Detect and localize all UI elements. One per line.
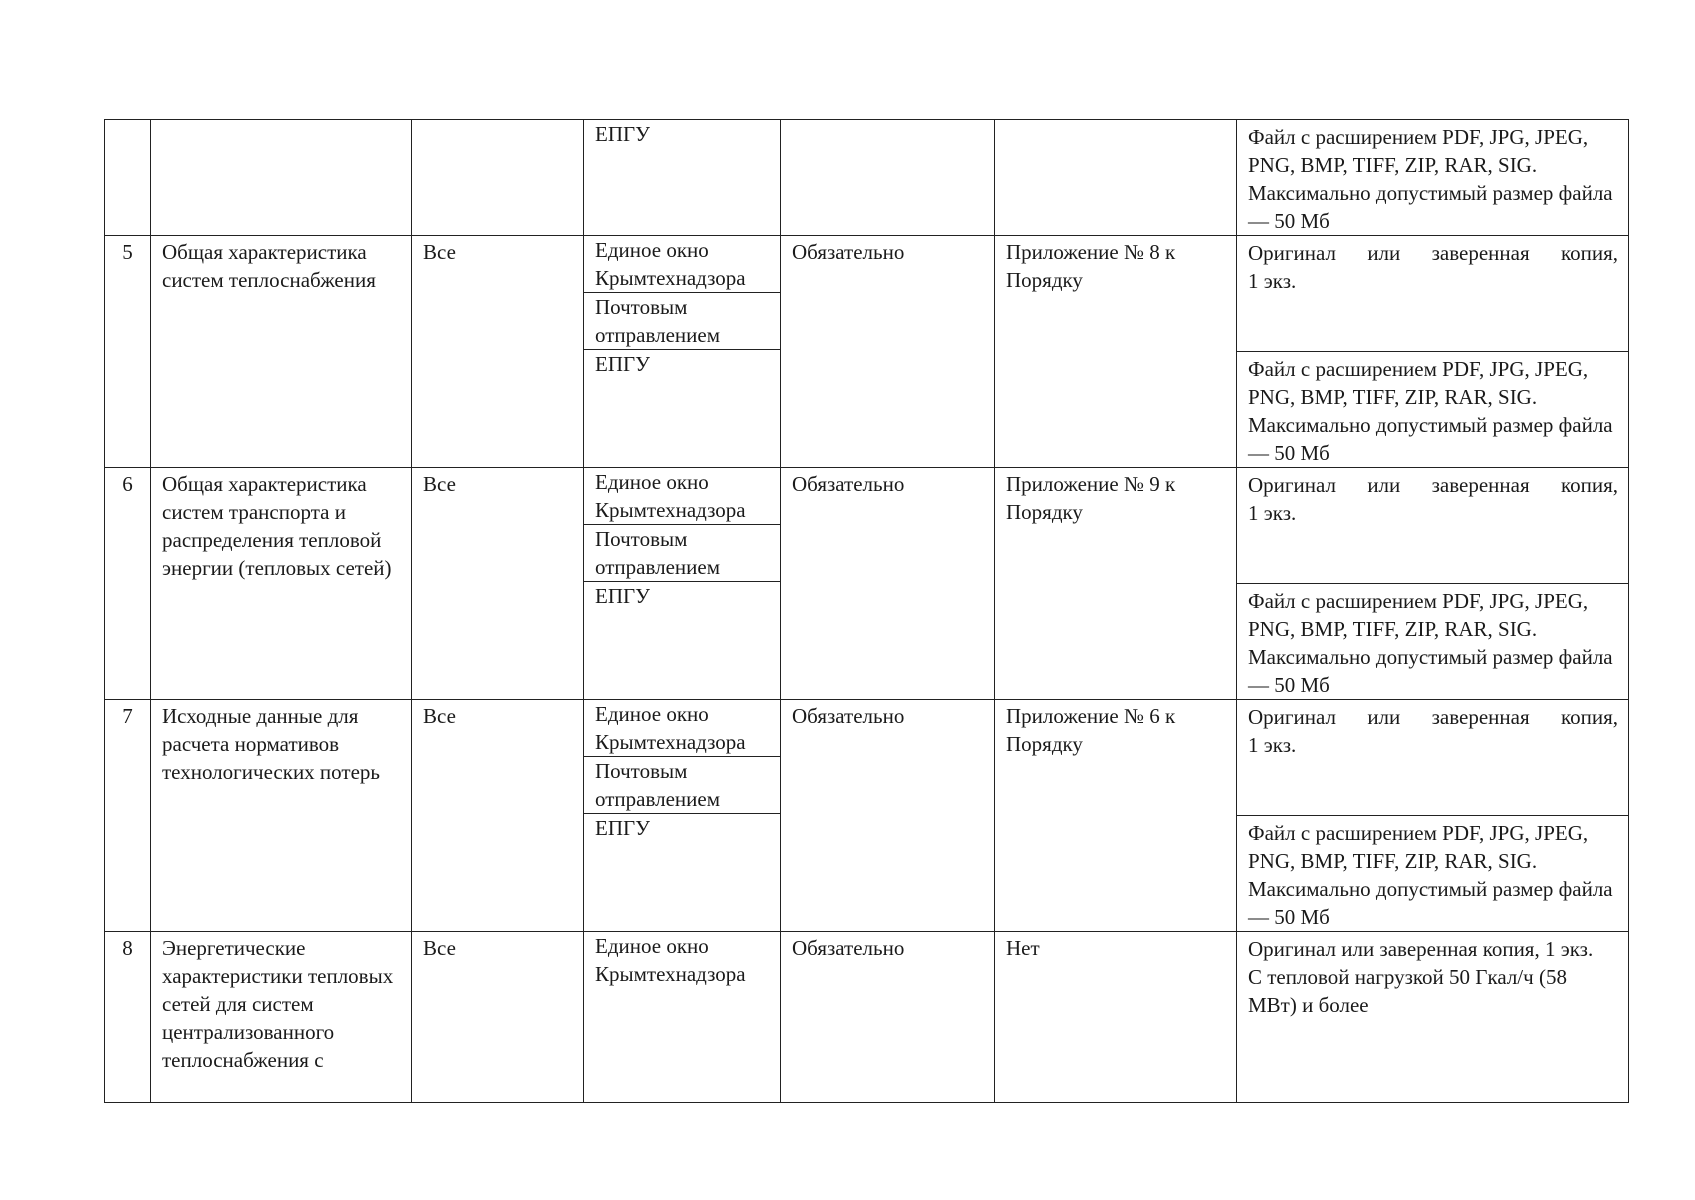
form-cell: Приложение № 8 к Порядку — [995, 236, 1237, 468]
original-copy-text: Оригинал или заверенная копия, 1 экз. — [1237, 700, 1628, 816]
row-number-cell: 8 — [105, 932, 151, 1103]
applicant-cell — [412, 120, 584, 236]
submission-method-cell — [584, 236, 781, 468]
method-epgu: ЕПГУ — [595, 816, 651, 840]
form-cell: Нет — [995, 932, 1237, 1103]
requirement-cell: Обязательно — [781, 468, 995, 700]
requirement-cell: Обязательно — [781, 236, 995, 468]
format-cell — [1237, 468, 1629, 700]
row-number-cell: 6 — [105, 468, 151, 700]
format-cell — [1237, 932, 1629, 1103]
method-post: Почтовым отправлением — [584, 293, 780, 350]
form-cell: Приложение № 6 к Порядку — [995, 700, 1237, 932]
submission-method-cell — [584, 120, 781, 236]
table-row — [105, 700, 1629, 932]
method-single-window: Единое окно Крымтехнадзора — [584, 700, 780, 757]
format-cell — [1237, 700, 1629, 932]
form-cell: Приложение № 9 к Порядку — [995, 468, 1237, 700]
submission-method-cell — [584, 700, 781, 932]
document-name-cell: Энергетические характеристики тепловых сетей для систем централизованного теплоснабжения с — [151, 932, 412, 1103]
applicant-cell: Все — [412, 932, 584, 1103]
row-number-cell: 5 — [105, 236, 151, 468]
method-epgu: ЕПГУ — [595, 122, 651, 146]
submission-method-cell — [584, 932, 781, 1103]
original-copy-text: Оригинал или заверенная копия, 1 экз. — [1237, 236, 1628, 352]
table-row — [105, 468, 1629, 700]
method-single-window: Единое окно Крымтехнадзора — [584, 236, 780, 293]
row-number-cell — [105, 120, 151, 236]
requirements-table — [104, 119, 1629, 1103]
row-number-cell: 7 — [105, 700, 151, 932]
file-format-text: Файл с расширением PDF, JPG, JPEG, PNG, BMP, TIFF, ZIP, RAR, SIG. Максимально допустимый размер файла — 50 Мб — [1248, 357, 1613, 465]
requirement-cell: Обязательно — [781, 932, 995, 1103]
applicant-cell: Все — [412, 468, 584, 700]
requirement-cell: Обязательно — [781, 700, 995, 932]
original-copy-text: Оригинал или заверенная копия, 1 экз. С тепловой нагрузкой 50 Гкал/ч (58 МВт) и более — [1237, 932, 1628, 1019]
submission-method-cell — [584, 468, 781, 700]
table-row — [105, 236, 1629, 468]
table-row — [105, 932, 1629, 1103]
form-cell — [995, 120, 1237, 236]
original-copy-text: Оригинал или заверенная копия, 1 экз. — [1237, 468, 1628, 584]
document-name-cell: Исходные данные для расчета нормативов технологических потерь — [151, 700, 412, 932]
applicant-cell: Все — [412, 700, 584, 932]
method-single-window: Единое окно Крымтехнадзора — [584, 468, 780, 525]
document-name-cell — [151, 120, 412, 236]
method-post: Почтовым отправлением — [584, 757, 780, 814]
format-cell — [1237, 120, 1629, 236]
method-epgu: ЕПГУ — [595, 352, 651, 376]
method-epgu: ЕПГУ — [595, 584, 651, 608]
file-format-text: Файл с расширением PDF, JPG, JPEG, PNG, BMP, TIFF, ZIP, RAR, SIG. Максимально допустимый размер файла — 50 Мб — [1248, 125, 1613, 233]
table-row — [105, 120, 1629, 236]
method-single-window: Единое окно Крымтехнадзора — [595, 934, 746, 986]
method-post: Почтовым отправлением — [584, 525, 780, 582]
document-name-cell: Общая характеристика систем теплоснабжения — [151, 236, 412, 468]
file-format-text: Файл с расширением PDF, JPG, JPEG, PNG, BMP, TIFF, ZIP, RAR, SIG. Максимально допустимый размер файла — 50 Мб — [1248, 821, 1613, 929]
requirement-cell — [781, 120, 995, 236]
load-note-text: С тепловой нагрузкой 50 Гкал/ч (58 МВт) и более — [1248, 965, 1567, 1017]
document-name-cell: Общая характеристика систем транспорта и распределения тепловой энергии (тепловых сетей) — [151, 468, 412, 700]
applicant-cell: Все — [412, 236, 584, 468]
format-cell — [1237, 236, 1629, 468]
file-format-text: Файл с расширением PDF, JPG, JPEG, PNG, BMP, TIFF, ZIP, RAR, SIG. Максимально допустимый размер файла — 50 Мб — [1248, 589, 1613, 697]
